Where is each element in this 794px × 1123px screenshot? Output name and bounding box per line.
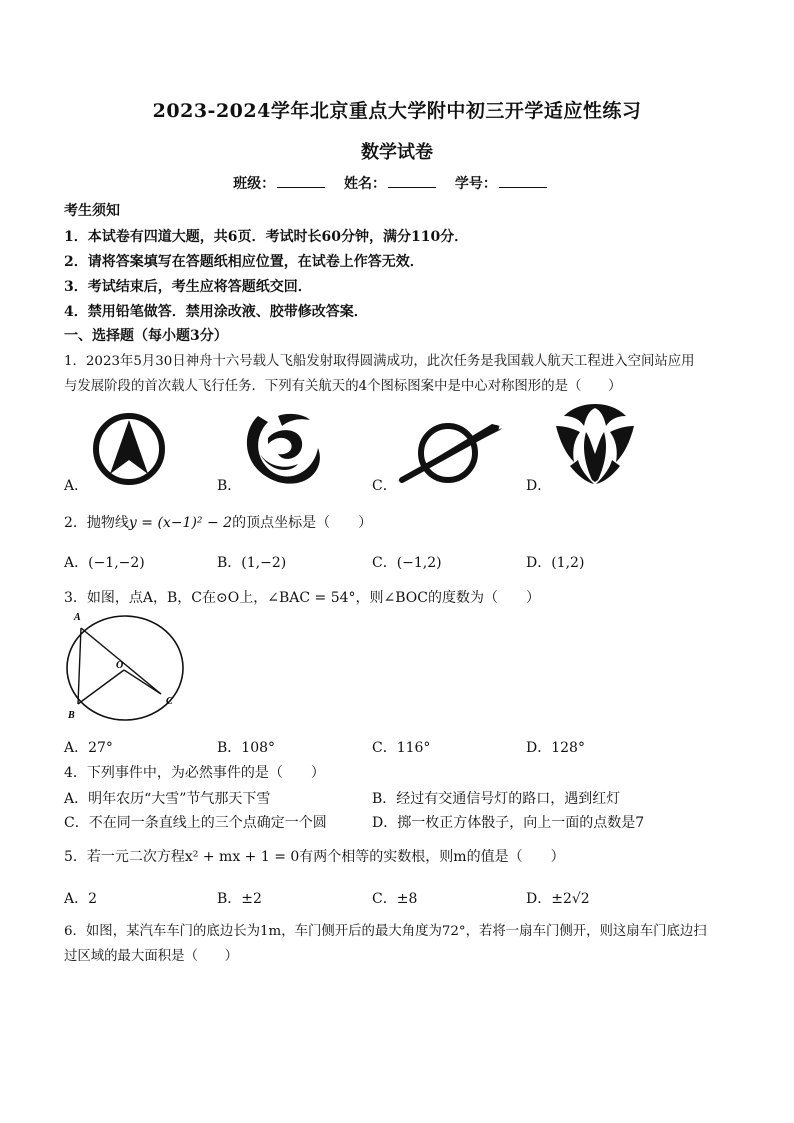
q5-option-a: A．2 <box>64 891 98 907</box>
class-blank <box>277 175 325 188</box>
q3-stem: 3．如图，点A，B，C在⊙O上，∠BAC = 54°，则∠BOC的度数为（ ） <box>64 590 540 606</box>
q2-stem: 2．抛物线y = (x−1)² − 2的顶点坐标是（ ） <box>64 515 373 531</box>
class-label: 班级： <box>233 176 276 192</box>
abstract-emblem-icon <box>550 402 640 486</box>
notice-item: 4．禁用铅笔做答．禁用涂改液、胶带修改答案． <box>64 304 368 320</box>
point-a-label: A <box>74 612 81 623</box>
q5-option-d: D．±2√2 <box>526 891 590 907</box>
q4-option-b: B．经过有交通信号灯的路口，遇到红灯 <box>372 791 621 807</box>
q2-option-d: D．(1,2) <box>526 555 585 571</box>
q6-stem-line2: 过区域的最大面积是（ ） <box>64 949 239 964</box>
q3-option-c: C．116° <box>372 740 431 756</box>
exam-title: 2023-2024学年北京重点大学附中初三开学适应性练习 <box>152 100 642 122</box>
q1-option-d: D． <box>526 478 552 494</box>
id-label: 学号： <box>454 176 497 192</box>
q1-stem-line2: 与发展阶段的首次载人飞行任务．下列有关航天的4个图标图案中是中心对称图形的是（ ） <box>64 379 622 394</box>
q1-option-a: A． <box>64 478 89 494</box>
q4-option-d: D．掷一枚正方体骰子，向上一面的点数是7 <box>372 815 645 831</box>
q5-option-b: B．±2 <box>217 891 262 907</box>
exam-subtitle: 数学试卷 <box>361 142 433 163</box>
circle-geometry-figure <box>60 606 190 724</box>
q6-stem-line1: 6．如图，某汽车车门的底边长为1m，车门侧开后的最大角度为72°，若将一扇车门侧开，则这扇车门底边扫 <box>64 924 707 939</box>
planet-orbit-icon <box>392 420 504 486</box>
swirl-emblem-icon <box>238 408 328 490</box>
q5-option-c: C．±8 <box>372 891 418 907</box>
q3-option-a: A．27° <box>64 740 113 756</box>
notice-item: 2．请将答案填写在答题纸相应位置，在试卷上作答无效． <box>64 254 424 270</box>
q4-option-c: C．不在同一条直线上的三个点确定一个圆 <box>64 815 327 831</box>
point-o-label: O <box>116 660 124 671</box>
name-label: 姓名： <box>344 176 386 192</box>
id-blank <box>499 175 547 188</box>
name-blank <box>388 175 436 188</box>
q5-stem: 5．若一元二次方程x² + mx + 1 = 0有两个相等的实数根，则m的值是（ ） <box>64 849 565 865</box>
q1-option-b: B． <box>217 478 242 494</box>
q3-option-d: D．128° <box>526 740 585 756</box>
point-b-label: B <box>68 710 75 721</box>
q4-option-a: A．明年农历“大雪”节气那天下雪 <box>64 791 271 807</box>
student-info-row <box>0 173 794 193</box>
q2-option-a: A．(−1,−2) <box>64 555 145 571</box>
section-heading: 一、选择题（每小题3分） <box>64 328 228 344</box>
arrow-circle-icon <box>90 410 168 488</box>
q3-option-b: B．108° <box>217 740 276 756</box>
q4-stem: 4．下列事件中，为必然事件的是（ ） <box>64 765 325 781</box>
q1-option-c: C． <box>372 478 397 494</box>
q2-option-b: B．(1,−2) <box>217 555 287 571</box>
notice-item: 1．本试卷有四道大题，共6页．考试时长60分钟，满分110分． <box>64 229 469 245</box>
q2-formula: y = (x−1)² − 2 <box>128 515 233 531</box>
q1-stem-line1: 1．2023年5月30日神舟十六号载人飞船发射取得圆满成功，此次任务是我国载人航天工程进入空间站应用 <box>64 354 695 369</box>
notice-item: 3．考试结束后，考生应将答题纸交回． <box>64 279 312 295</box>
q2-option-c: C．(−1,2) <box>372 555 442 571</box>
notice-heading: 考生须知 <box>64 203 120 219</box>
point-c-label: C <box>166 696 173 707</box>
